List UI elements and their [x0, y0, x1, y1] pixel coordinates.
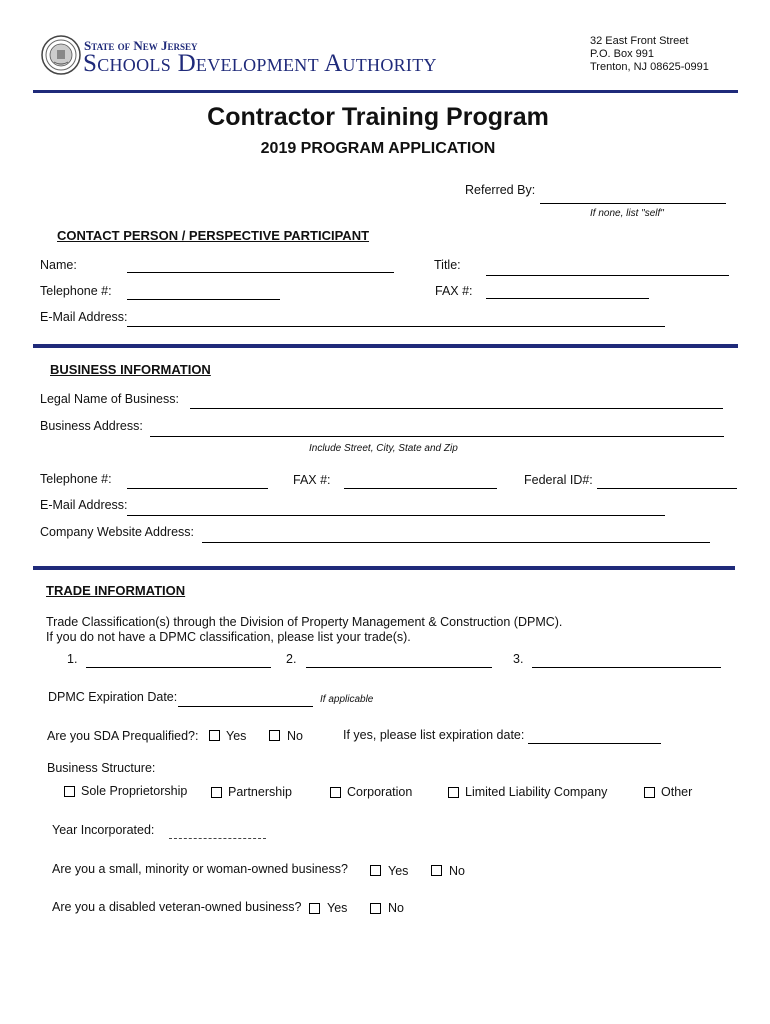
structure-other-label: Other	[661, 785, 693, 799]
contact-title-field[interactable]	[486, 275, 729, 276]
structure-sole-proprietorship-checkbox[interactable]	[64, 786, 75, 797]
referred-by-field[interactable]	[540, 203, 726, 204]
veteran-business-yes-label: Yes	[327, 901, 348, 915]
prequalified-label: Are you SDA Prequalified?:	[47, 729, 199, 743]
contact-heading: CONTACT PERSON / PERSPECTIVE PARTICIPANT	[57, 228, 370, 243]
structure-sole-proprietorship-label: Sole Proprietorship	[81, 784, 188, 798]
page-subtitle: 2019 PROGRAM APPLICATION	[260, 140, 496, 157]
structure-other-checkbox[interactable]	[644, 787, 655, 798]
veteran-business-yes-checkbox[interactable]	[309, 903, 320, 914]
business-fax-field[interactable]	[344, 488, 497, 489]
website-label: Company Website Address:	[40, 525, 195, 539]
contact-name-label: Name:	[40, 258, 77, 272]
referred-by-label: Referred By:	[465, 183, 536, 197]
contact-telephone-field[interactable]	[127, 299, 280, 300]
business-address-hint: Include Street, City, State and Zip	[309, 443, 458, 454]
dpmc-expiration-field[interactable]	[178, 706, 313, 707]
business-telephone-label: Telephone #:	[40, 472, 112, 486]
federal-id-label: Federal ID#:	[524, 473, 593, 487]
business-structure-label: Business Structure:	[47, 761, 156, 775]
trade-field-2[interactable]	[306, 667, 492, 668]
dpmc-expiration-label: DPMC Expiration Date:	[48, 690, 178, 704]
business-telephone-field[interactable]	[127, 488, 268, 489]
small-business-label: Are you a small, minority or woman-owned business?	[52, 862, 348, 876]
address-line-2: P.O. Box 991	[590, 48, 655, 60]
small-business-yes-label: Yes	[388, 864, 409, 878]
veteran-business-label: Are you a disabled veteran-owned business?	[52, 900, 302, 914]
prequalified-no-label: No	[287, 729, 303, 743]
referred-by-hint: If none, list "self"	[590, 208, 664, 219]
contact-fax-label: FAX #:	[435, 284, 473, 298]
org-state: State of New Jersey	[84, 38, 198, 53]
prequalified-no-checkbox[interactable]	[269, 730, 280, 741]
veteran-business-no-label: No	[388, 901, 404, 915]
trade-field-3[interactable]	[532, 667, 721, 668]
structure-corporation-label: Corporation	[347, 785, 413, 799]
trade-instructions-line-1: Trade Classification(s) through the Division of Property Management & Construction (DPMC).	[46, 615, 563, 629]
prequalified-yes-label: Yes	[226, 729, 247, 743]
veteran-business-no-checkbox[interactable]	[370, 903, 381, 914]
contact-fax-field[interactable]	[486, 298, 649, 299]
structure-partnership-checkbox[interactable]	[211, 787, 222, 798]
year-incorporated-field[interactable]	[169, 838, 266, 839]
legal-name-field[interactable]	[190, 408, 723, 409]
business-email-label: E-Mail Address:	[40, 498, 128, 512]
sda-seal-logo	[41, 35, 81, 75]
legal-name-label: Legal Name of Business:	[40, 392, 179, 406]
structure-llc-checkbox[interactable]	[448, 787, 459, 798]
prequalified-yes-checkbox[interactable]	[209, 730, 220, 741]
website-field[interactable]	[202, 542, 710, 543]
trade-number-2: 2.	[286, 652, 297, 666]
small-business-no-label: No	[449, 864, 465, 878]
business-section-divider	[33, 566, 735, 570]
small-business-yes-checkbox[interactable]	[370, 865, 381, 876]
business-address-field[interactable]	[150, 436, 724, 437]
contact-name-field[interactable]	[127, 272, 394, 273]
trade-number-3: 3.	[513, 652, 524, 666]
prequalified-expiry-field[interactable]	[528, 743, 661, 744]
contact-section-divider	[33, 344, 738, 348]
federal-id-field[interactable]	[597, 488, 737, 489]
business-fax-label: FAX #:	[293, 473, 331, 487]
contact-telephone-label: Telephone #:	[40, 284, 112, 298]
contact-email-field[interactable]	[127, 326, 665, 327]
structure-partnership-label: Partnership	[228, 785, 292, 799]
trade-field-1[interactable]	[86, 667, 271, 668]
small-business-no-checkbox[interactable]	[431, 865, 442, 876]
structure-llc-label: Limited Liability Company	[465, 785, 608, 799]
trade-number-1: 1.	[67, 652, 78, 666]
header-divider	[33, 90, 738, 93]
business-heading: BUSINESS INFORMATION	[50, 362, 211, 377]
address-line-3: Trenton, NJ 08625-0991	[590, 61, 709, 73]
page-title: Contractor Training Program	[207, 103, 549, 131]
org-name: Schools Development Authority	[83, 50, 437, 77]
business-email-field[interactable]	[127, 515, 665, 516]
year-incorporated-label: Year Incorporated:	[52, 823, 155, 837]
org-address	[590, 35, 709, 74]
address-line-1: 32 East Front Street	[590, 35, 689, 47]
trade-instructions-line-2: If you do not have a DPMC classification, please list your trade(s).	[46, 630, 411, 644]
trade-heading: TRADE INFORMATION	[46, 583, 186, 598]
contact-title-label: Title:	[434, 258, 461, 272]
dpmc-expiration-hint: If applicable	[320, 694, 374, 705]
contact-email-label: E-Mail Address:	[40, 310, 128, 324]
business-address-label: Business Address:	[40, 419, 143, 433]
structure-corporation-checkbox[interactable]	[330, 787, 341, 798]
prequalified-expiry-label: If yes, please list expiration date:	[343, 728, 525, 742]
